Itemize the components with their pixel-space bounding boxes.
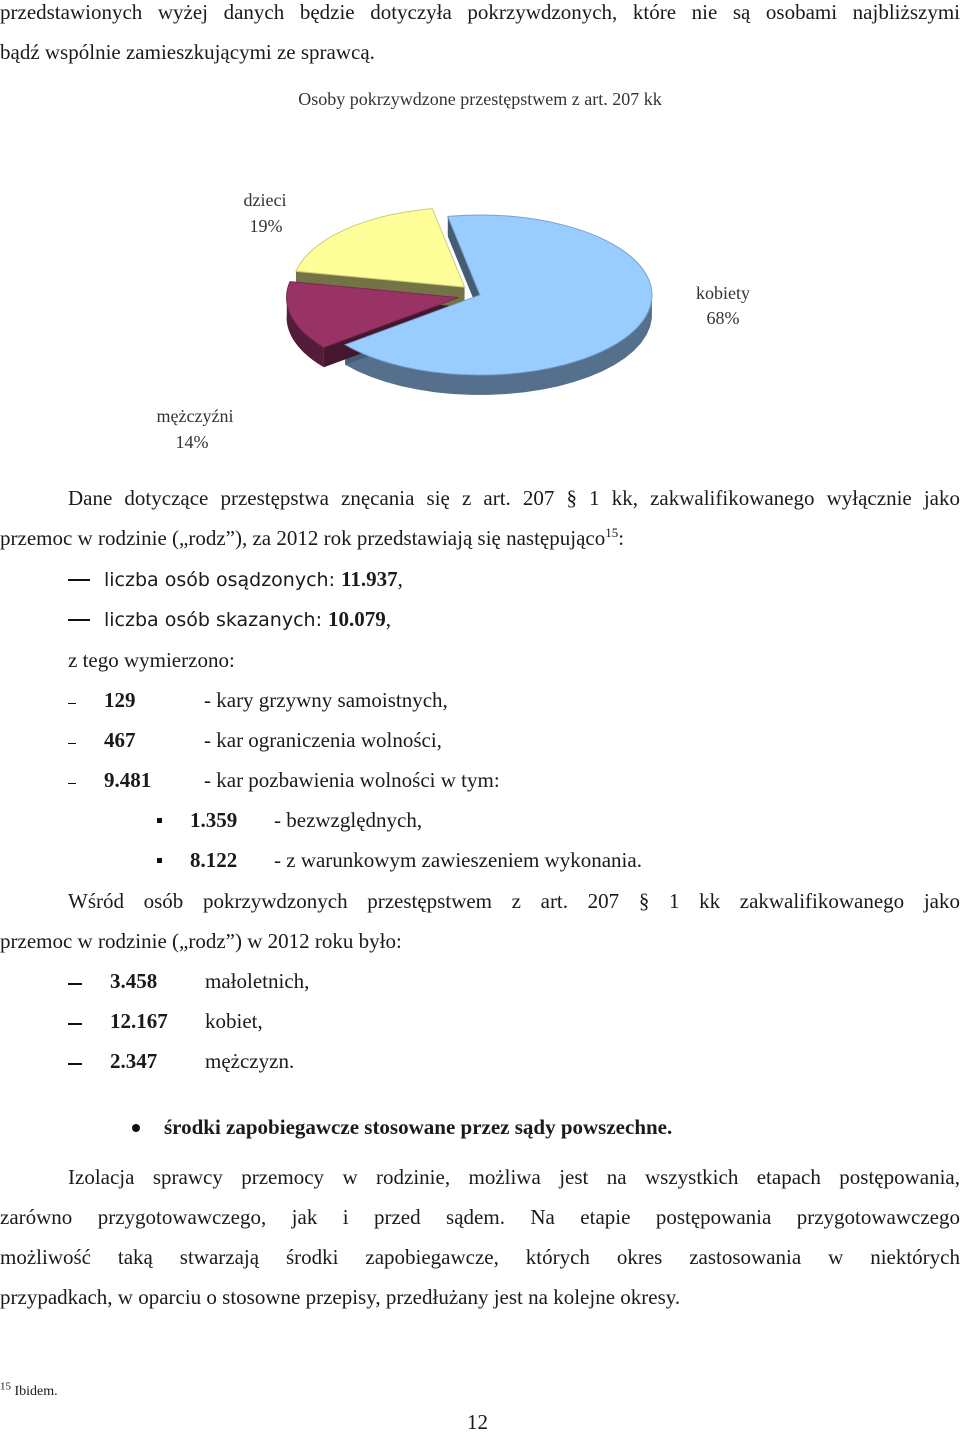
victim-value: 2.347 (110, 1049, 158, 1073)
pie-chart (0, 80, 960, 460)
square-bullet (157, 858, 162, 863)
footnote-ref: 15 (605, 525, 619, 540)
victim-desc: małoletnich, (205, 969, 310, 993)
subpenalty-value: 8.122 (190, 848, 238, 872)
dash-marker (68, 619, 90, 621)
penalty-desc: - kar pozbawienia wolności w tym: (204, 768, 500, 792)
penalty-value: 129 (104, 688, 136, 712)
pie-slices (287, 209, 652, 395)
intro-line-2: bądź wspólnie zamieszkującymi ze sprawcą. (0, 40, 375, 64)
penalty-desc: - kary grzywny samoistnych, (204, 688, 448, 712)
slice-label-name-mezczyzni: mężczyźni (156, 406, 234, 426)
para1-line-1: Dane dotyczące przestępstwa znęcania się z art. 207 § 1 kk, zakwalifikowanego wyłącznie jako (68, 486, 960, 510)
intro-line-1: przedstawionych wyżej danych będzie dotyczyła pokrzywdzonych, które nie są osobami najbliższymi (0, 0, 960, 24)
victim-value: 12.167 (110, 1009, 168, 1033)
z-tego-label: z tego wymierzono: (68, 648, 235, 672)
victim-value: 3.458 (110, 969, 158, 993)
para1-line-2: przemoc w rodzinie („rodz”), za 2012 rok przedstawiają się następująco$^{15}$: (0, 525, 625, 550)
bullet-dot (132, 1124, 140, 1132)
slice-label-name-kobiety: kobiety (696, 283, 750, 303)
dash-marker (68, 579, 90, 581)
penalty-value: 9.481 (104, 768, 152, 792)
victim-desc: mężczyzn. (205, 1049, 295, 1073)
subpenalty-value: 1.359 (190, 808, 238, 832)
chart-title: Osoby pokrzywdzone przestępstwem z art. 207 kk (298, 89, 662, 109)
page-number: 12 (467, 1410, 488, 1434)
slice-label-value-kobiety: 68% (706, 308, 740, 328)
footnote: $^{15}$ Ibidem. (0, 1380, 58, 1399)
stat-skazanych: liczba osób skazanych: 10.079, (104, 607, 392, 631)
para3-line-1: Izolacja sprawcy przemocy w rodzinie, możliwa jest na wszystkich etapach postępowania, (68, 1165, 960, 1189)
slice-label-name-dzieci: dzieci (243, 190, 287, 210)
dash-marker (68, 1063, 82, 1065)
section-heading: środki zapobiegawcze stosowane przez sądy powszechne. (164, 1115, 673, 1139)
subpenalty-desc: - bezwzględnych, (274, 808, 423, 832)
victim-desc: kobiet, (205, 1009, 263, 1033)
slice-label-value-dzieci: 19% (249, 216, 283, 236)
para3-line-4: przypadkach, w oparciu o stosowne przepisy, przedłużany jest na kolejne okresy. (0, 1285, 681, 1309)
para2-line-2: przemoc w rodzinie („rodz”) w 2012 roku było: (0, 929, 402, 953)
dash-marker (68, 703, 76, 704)
dash-marker (68, 1023, 82, 1025)
penalty-value: 467 (104, 728, 136, 752)
para2-line-1: Wśród osób pokrzywdzonych przestępstwem z art. 207 § 1 kk zakwalifikowanego jako (68, 889, 960, 913)
penalty-desc: - kar ograniczenia wolności, (204, 728, 442, 752)
square-bullet (157, 818, 162, 823)
dash-marker (68, 983, 82, 985)
stat-osadzonych: liczba osób osądzonych: 11.937, (104, 567, 403, 591)
dash-marker (68, 743, 76, 744)
dash-marker (68, 783, 76, 784)
para3-line-2: zarówno przygotowawczego, jak i przed sądem. Na etapie postępowania przygotowawczego (0, 1205, 960, 1229)
slice-label-value-mezczyzni: 14% (175, 432, 209, 452)
para3-line-3: możliwość taką stwarzają środki zapobiegawcze, których okres zastosowania w niektórych (0, 1245, 960, 1269)
subpenalty-desc: - z warunkowym zawieszeniem wykonania. (274, 848, 642, 872)
